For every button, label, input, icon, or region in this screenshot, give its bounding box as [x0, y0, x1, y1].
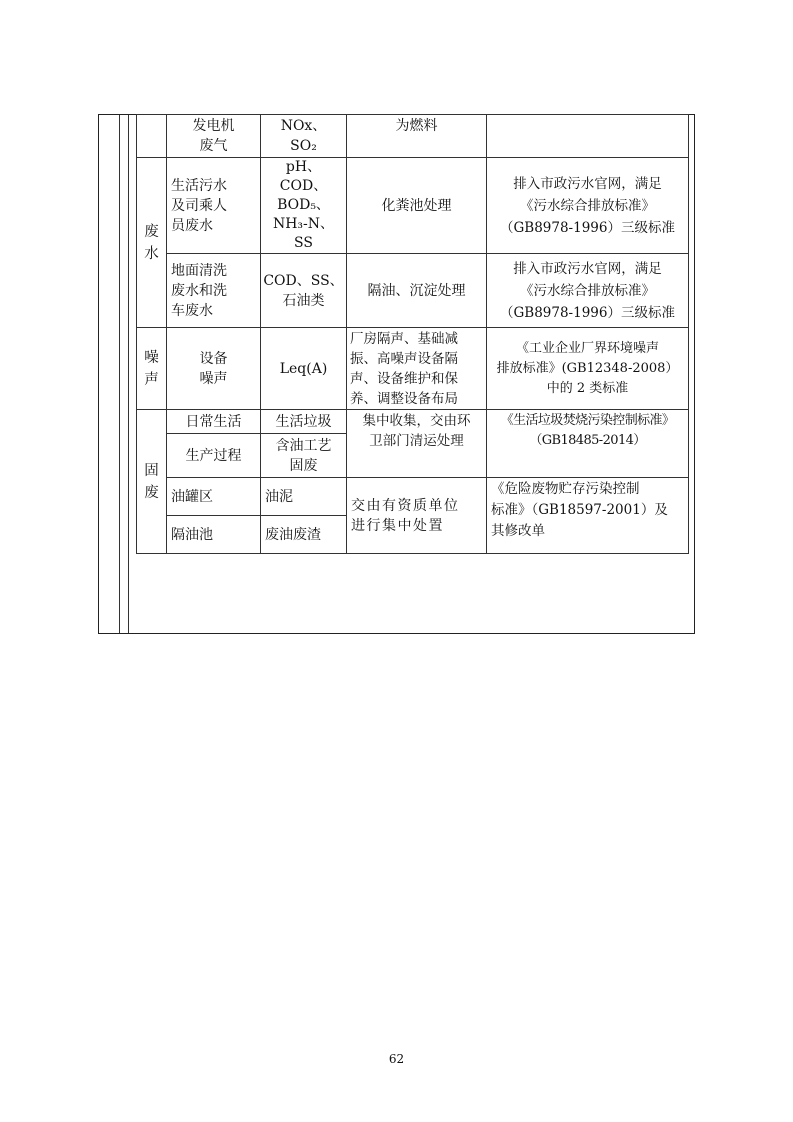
measure-cell: 隔油、沉淀处理 — [347, 254, 487, 328]
table-row — [137, 478, 689, 516]
source-cell: 油罐区 — [167, 478, 261, 516]
measure-cell: 化粪池处理 — [347, 158, 487, 254]
table-row — [137, 254, 689, 328]
pollutant-cell: COD、SS、 石油类 — [261, 254, 347, 328]
source-cell: 生产过程 — [167, 434, 261, 478]
pollutant-cell: 生活垃圾 — [261, 410, 347, 434]
page-number: 62 — [388, 1052, 405, 1066]
category-solid-waste: 固 废 — [137, 410, 167, 554]
table-row — [137, 328, 689, 410]
source-cell: 设备 噪声 — [167, 328, 261, 410]
pollutant-cell: 废油废渣 — [261, 516, 347, 554]
standard-cell — [487, 115, 689, 158]
source-cell: 日常生活 — [167, 410, 261, 434]
standard-cell: 《生活垃圾焚烧污染控制标准》 （GB18485-2014） — [487, 410, 689, 478]
pollutant-cell: pH、COD、 BOD₅、 NH₃-N、 SS — [261, 158, 347, 254]
standard-cell: 《危险废物贮存污染控制 标准》（GB18597-2001）及 其修改单 — [487, 478, 689, 554]
pollutant-cell: Leq(A) — [261, 328, 347, 410]
standard-cell: 排入市政污水官网，满足 《污水综合排放标准》 （GB8978-1996）三级标准 — [487, 158, 689, 254]
pollutant-cell: 含油工艺 固废 — [261, 434, 347, 478]
standard-cell: 排入市政污水官网，满足 《污水综合排放标准》 （GB8978-1996）三级标准 — [487, 254, 689, 328]
pollutant-cell: NOx、 SO₂ — [261, 115, 347, 158]
pollution-measures-table — [136, 114, 689, 554]
measure-cell: 厂房隔声、基础减 振、高噪声设备隔 声、设备维护和保 养、调整设备布局 — [347, 328, 487, 410]
source-cell: 隔油池 — [167, 516, 261, 554]
measure-cell: 交由有资质单位 进行集中处置 — [347, 478, 487, 554]
measure-cell: 为燃料 — [347, 115, 487, 158]
page-frame — [98, 114, 695, 634]
source-cell: 发电机 废气 — [167, 115, 261, 158]
category-cell — [137, 115, 167, 158]
frame-inner-line-1 — [119, 115, 120, 633]
source-cell: 生活污水 及司乘人 员废水 — [167, 158, 261, 254]
table-row — [137, 410, 689, 434]
table-row — [137, 115, 689, 158]
measure-cell: 集中收集，交由环 卫部门清运处理 — [347, 410, 487, 478]
table-row — [137, 158, 689, 254]
frame-inner-line-2 — [128, 115, 129, 633]
source-cell: 地面清洗 废水和洗 车废水 — [167, 254, 261, 328]
pollutant-cell: 油泥 — [261, 478, 347, 516]
standard-cell: 《工业企业厂界环境噪声 排放标准》(GB12348-2008） 中的 2 类标准 — [487, 328, 689, 410]
category-wastewater: 废 水 — [137, 158, 167, 328]
category-noise: 噪 声 — [137, 328, 167, 410]
